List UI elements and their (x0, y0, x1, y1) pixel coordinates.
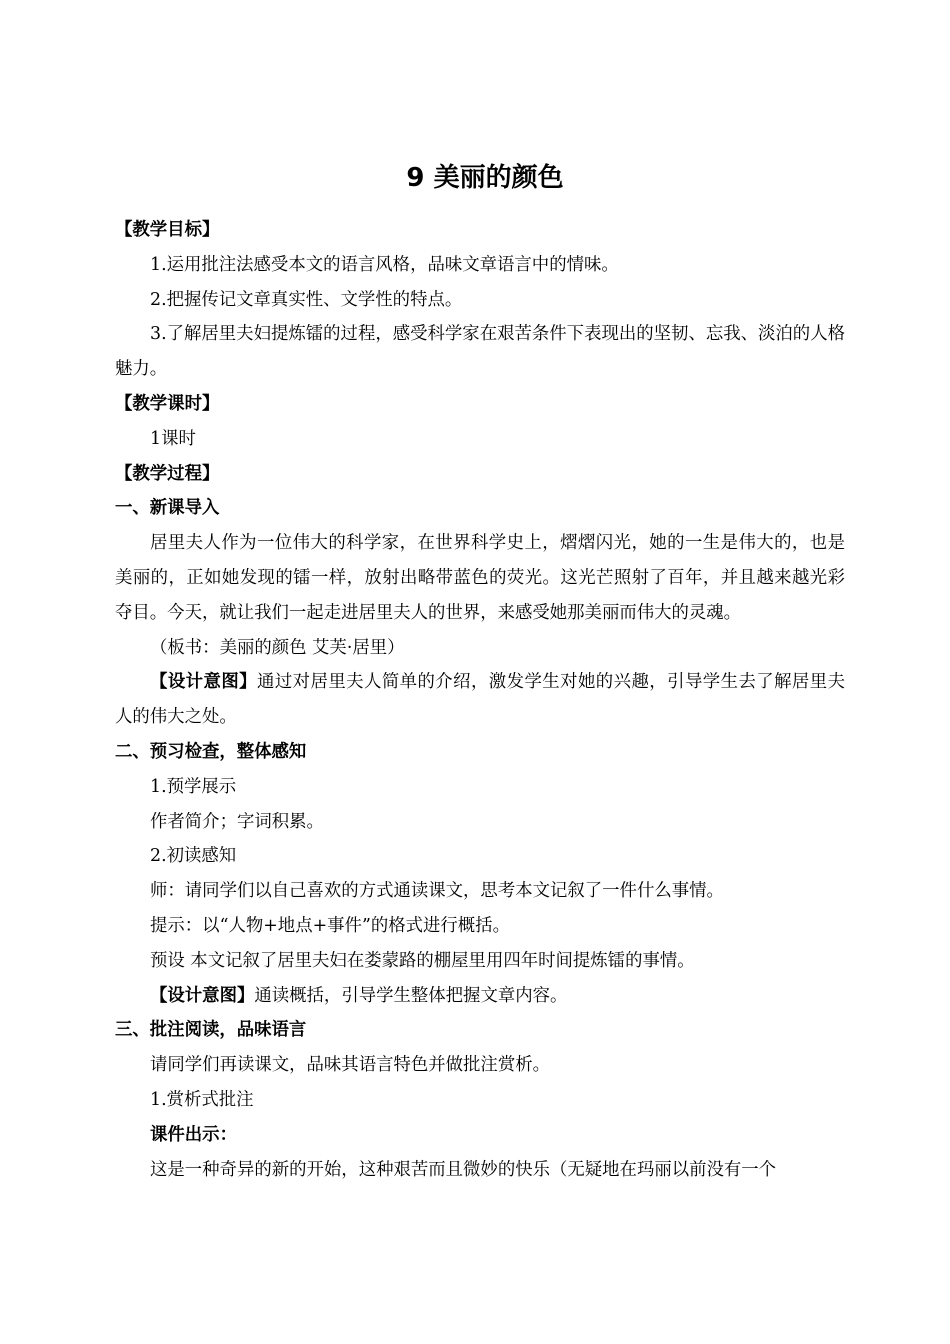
part1-paragraph: 居里夫人作为一位伟大的科学家，在世界科学史上，熠熠闪光，她的一生是伟大的，也是美丽的，正如她发现的镭一样，放射出略带蓝色的荧光。这光芒照射了百年，并且越来越光彩夺目。今天，就让我们一起走进居里夫人的世界，来感受她那美丽而伟大的灵魂。 (115, 533, 845, 623)
objective-2: 2.把握传记文章真实性、文学性的特点。 (150, 289, 463, 310)
part1-board-note: （板书：美丽的颜色 艾芙·居里） (150, 637, 405, 658)
hours-text: 1课时 (150, 428, 196, 449)
part2-design-intent (115, 979, 845, 1014)
part2-teacher-prompt: 师：请同学们以自己喜欢的方式通读课文，思考本文记叙了一件什么事情。 (150, 881, 724, 902)
design-intent-label: 【设计意图】 (150, 985, 255, 1006)
design-intent-text: 通读概括，引导学生整体把握文章内容。 (254, 985, 568, 1006)
hours-heading: 【教学课时】 (115, 393, 220, 414)
part3-item-1: 1.赏析式批注 (150, 1089, 254, 1110)
objectives-heading: 【教学目标】 (115, 220, 220, 240)
part2-preset: 预设 本文记叙了居里夫妇在娄蒙路的棚屋里用四年时间提炼镭的事情。 (150, 950, 695, 971)
part3-intro: 请同学们再读课文，品味其语言特色并做批注赏析。 (150, 1055, 550, 1076)
design-intent-text: 通过对居里夫人简单的介绍，激发学生对她的兴趣，引导学生去了解居里夫人的伟大之处。 (115, 672, 845, 728)
part2-item-1-text: 作者简介；字词积累。 (150, 811, 324, 832)
page-title: 9 美丽的颜色 (406, 163, 564, 193)
process-heading: 【教学过程】 (115, 463, 220, 484)
part1-design-intent (115, 665, 845, 735)
part2-heading: 二、预习检查，整体感知 (115, 741, 307, 762)
part3-courseware-label: 课件出示： (150, 1124, 237, 1145)
part2-item-1: 1.预学展示 (150, 776, 237, 797)
part2-item-2: 2.初读感知 (150, 846, 237, 867)
part2-hint: 提示：以“人物+地点+事件”的格式进行概括。 (150, 915, 510, 936)
design-intent-label: 【设计意图】 (150, 672, 257, 693)
objective-3: 3.了解居里夫妇提炼镭的过程，感受科学家在艰苦条件下表现出的坚韧、忘我、淡泊的人格魅力。 (115, 324, 845, 380)
part1-heading: 一、新课导入 (115, 498, 220, 519)
part3-quote: 这是一种奇异的新的开始，这种艰苦而且微妙的快乐（无疑地在玛丽以前没有一个 (150, 1159, 777, 1180)
objective-1: 1.运用批注法感受本文的语言风格，品味文章语言中的情味。 (150, 254, 619, 275)
part3-heading: 三、批注阅读，品味语言 (115, 1020, 307, 1041)
document-body (115, 213, 845, 1187)
